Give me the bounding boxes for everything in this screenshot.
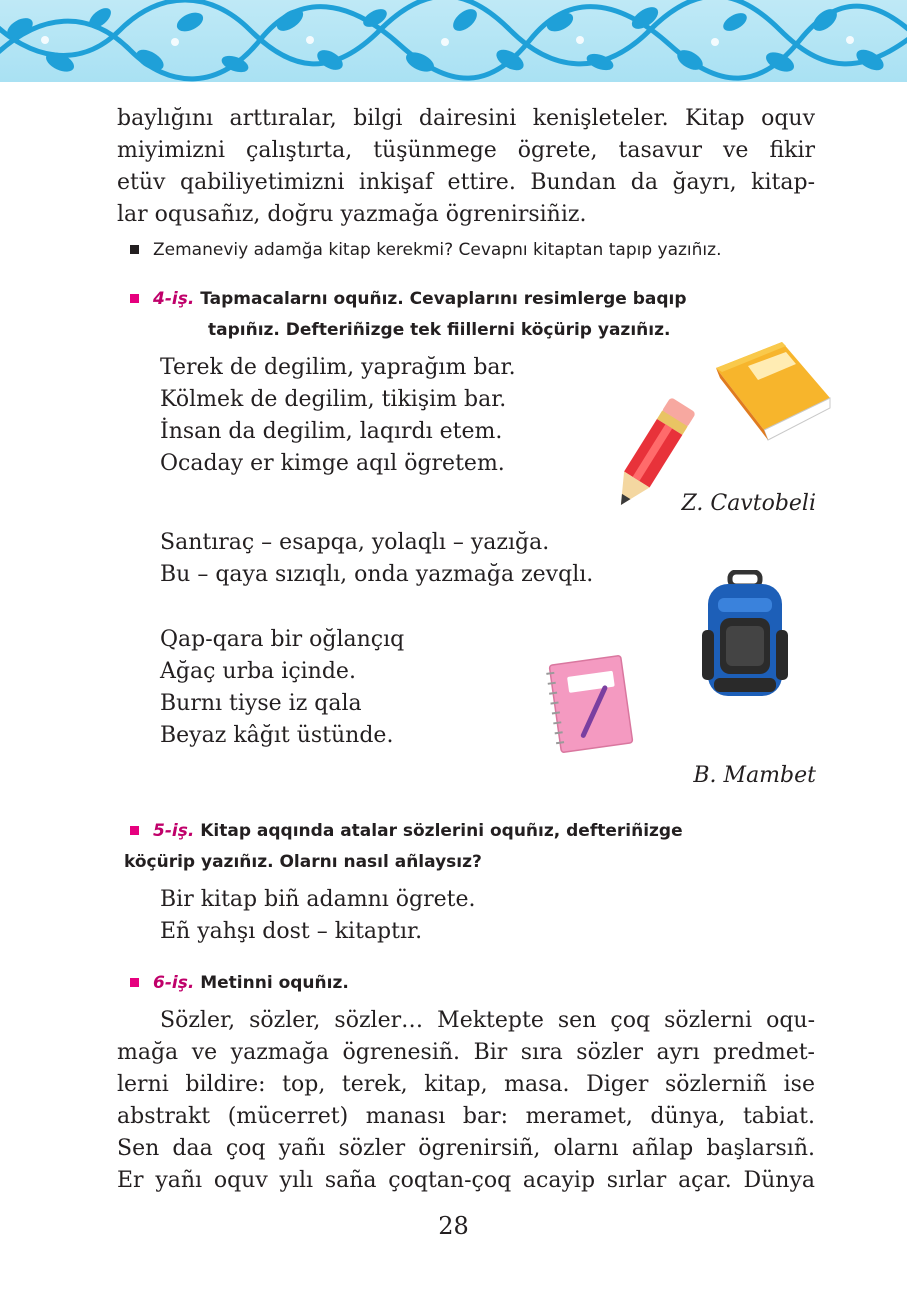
text-line: Sen daa çoq yañı sözler ögrenirsiñ, olarnı añlap başlarsıñ. [117, 1136, 815, 1161]
square-bullet-icon [130, 245, 139, 254]
ornament-banner [0, 0, 907, 82]
proverb-line: Eñ yahşı dost – kitaptır. [160, 919, 423, 944]
task-4-line-1 [130, 286, 830, 312]
task-5-line-1 [124, 818, 824, 844]
floral-ornament-icon [0, 0, 907, 82]
proverbs [160, 884, 476, 948]
proverb-line: Bir kitap biñ adamnı ögrete. [160, 887, 476, 912]
text-line: Er yañı oquv yılı saña çoqtan-çoq acayip sırlar açar. Dünya [117, 1168, 815, 1193]
text-line: miyimizni çalıştırta, tüşünmege ögrete, tasavur ve fikir [117, 138, 815, 163]
task-text: Kitap aqqında atalar sözlerini oquñız, defteriñizge [200, 821, 683, 841]
task-text: Tapmacalarnı oquñız. Cevaplarını resimlerge baqıp [200, 289, 687, 309]
task-5-line-2: köçürip yazıñız. Olarnı nasıl añlaysız? [124, 852, 482, 872]
book-icon [712, 338, 834, 444]
poem-line: Beyaz kâğıt üstünde. [160, 723, 394, 748]
question-text: Zemaneviy adamğa kitap kerekmi? Cevapnı kitaptan tapıp yazıñız. [153, 240, 722, 260]
text-line: abstrakt (mücerret) manası bar: meramet, dünya, tabiat. [117, 1104, 815, 1129]
intro-paragraph [117, 103, 815, 231]
poem-line: Terek de degilim, yaprağım bar. [160, 355, 516, 380]
riddle-2 [160, 527, 593, 591]
backpack-icon [700, 570, 790, 702]
task-number: 5-iş. [153, 821, 195, 841]
poem-line: Kölmek de degilim, tikişim bar. [160, 387, 507, 412]
poem-line: Ocaday er kimge aqıl ögretem. [160, 451, 505, 476]
poem-line: Burnı tiyse iz qala [160, 691, 362, 716]
text-line: baylığını arttıralar, bilgi dairesini kenişleteler. Kitap oquv [117, 106, 815, 131]
riddle-3 [160, 624, 404, 752]
task-5-heading [124, 818, 824, 875]
riddle-1 [160, 352, 516, 480]
task-text: Metinni oquñız. [200, 973, 349, 993]
author-name: Z. Cavtobeli [681, 491, 816, 516]
text-paragraph [117, 1005, 815, 1197]
task-4-line-2: tapıñız. Defteriñizge tek fiillerni köçürip yazıñız. [208, 320, 671, 340]
text-line: etüv qabiliyetimizni inkişaf ettire. Bundan da ğayrı, kitap- [117, 170, 815, 195]
text-line: lerni bildire: top, terek, kitap, masa. Diger sözlerniñ ise [117, 1072, 815, 1097]
pink-square-bullet-icon [130, 294, 139, 303]
page-number: 28 [438, 1212, 469, 1240]
pink-square-bullet-icon [130, 826, 139, 835]
task-4-heading [130, 286, 830, 343]
poem-line: Bu – qaya sızıqlı, onda yazmağa zevqlı. [160, 562, 594, 587]
text-line: mağa ve yazmağa ögrenesiñ. Bir sıra sözler ayrı predmet- [117, 1040, 815, 1065]
pink-square-bullet-icon [130, 978, 139, 987]
question-item [130, 237, 830, 263]
poem-line: Santıraç – esapqa, yolaqlı – yazığa. [160, 530, 550, 555]
author-name: B. Mambet [693, 763, 816, 788]
notebook-icon [545, 654, 637, 754]
task-6-heading [130, 970, 830, 996]
task-number: 6-iş. [153, 973, 195, 993]
text-line: lar oqusañız, doğru yazmağa ögrenirsiñiz. [117, 202, 587, 227]
poem-line: Ağaç urba içinde. [160, 659, 356, 684]
task-number: 4-iş. [153, 289, 195, 309]
text-line: Sözler, sözler, sözler… Mektepte sen çoq sözlerni oqu- [160, 1008, 815, 1033]
poem-line: Qap-qara bir oğlançıq [160, 627, 405, 652]
poem-line: İnsan da degilim, laqırdı etem. [160, 419, 503, 444]
